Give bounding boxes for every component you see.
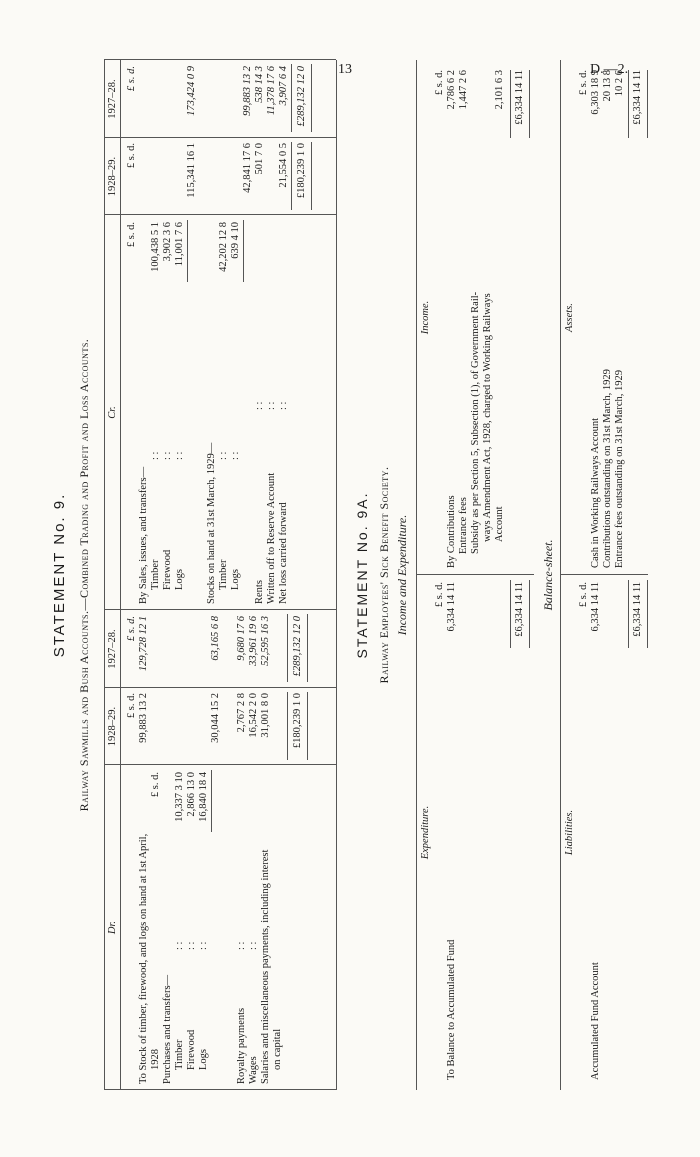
total-rule <box>291 142 292 210</box>
dr-total-1927-28: £289,132 12 0 <box>292 616 303 677</box>
balance-to-fund-label: To Balance to Accumulated Fund <box>446 939 457 1080</box>
total-rule <box>287 692 288 760</box>
net-loss-1928-29: 21,554 0 5 <box>278 143 289 188</box>
royalty-1928-29: 2,767 2 8 <box>236 693 247 733</box>
contributions-value: 2,786 6 2 <box>446 70 457 110</box>
timber-label: Timber <box>174 1039 185 1070</box>
total-rule <box>628 580 629 648</box>
center-rule <box>416 574 534 575</box>
income-heading: Income. <box>420 300 431 335</box>
leader-dots: : : <box>218 451 229 460</box>
assets-heading: Assets. <box>564 303 575 332</box>
cash-label: Cash in Working Railways Account <box>590 417 601 568</box>
col-rule <box>104 214 336 215</box>
stocks-timber-label: Timber <box>218 559 229 590</box>
page-number: 13 <box>338 62 352 77</box>
leader-dots: : : <box>162 451 173 460</box>
sales-logs-value: 11,001 7 6 <box>174 222 185 267</box>
leader-dots: : : <box>266 401 277 410</box>
leader-dots: : : <box>198 941 209 950</box>
rents-1928-29: 501 7 0 <box>254 143 265 175</box>
income-expenditure-heading: Income and Expenditure. <box>395 514 409 636</box>
subsidy-line-1: Subsidy as per Section 5, Subsection (1), of Government Rail- <box>470 291 481 554</box>
statement-9-subtitle: Railway Sawmills and Bush Accounts.—Combined Trading and Profit and Loss Accounts. <box>77 338 91 812</box>
purchases-1927-28: 63,165 6 8 <box>210 616 221 661</box>
liabilities-heading: Liabilities. <box>564 809 575 856</box>
total-rule <box>628 70 629 138</box>
reserve-label: Written off to Reserve Account <box>266 472 277 604</box>
lsd-subheader: £ s. d. <box>126 222 137 248</box>
royalty-label: Royalty payments <box>236 1007 247 1084</box>
wages-1928-29: 16,542 2 0 <box>248 693 259 738</box>
subsidy-value: 2,101 6 3 <box>494 70 505 110</box>
stocks-1927-28: 99,883 13 2 <box>242 66 253 116</box>
firewood-label: Firewood <box>186 1029 197 1070</box>
lsd-header: £ s. d. <box>434 582 445 608</box>
total-rule <box>291 64 292 132</box>
stock-1928-29: 99,883 13 2 <box>138 693 149 743</box>
royalty-1927-28: 9,680 17 6 <box>236 616 247 661</box>
statement-9a-title: STATEMENT No. 9A. <box>354 491 370 659</box>
lsd-header: £ s. d. <box>126 616 137 642</box>
purchases-1928-29: 30,044 15 2 <box>210 693 221 743</box>
subsidy-line-3: Account <box>494 506 505 542</box>
timber-value: 10,337 3 10 <box>174 772 185 822</box>
leader-dots: : : <box>230 451 241 460</box>
leader-dots: : : <box>278 401 289 410</box>
total-rule <box>311 64 312 132</box>
year-header-1927-28: 1927–28. <box>107 79 118 119</box>
cr-header: Cr. <box>107 406 118 419</box>
stocks-label: Stocks on hand at 31st March, 1929— <box>206 442 217 604</box>
total-rule <box>647 580 648 648</box>
total-rule <box>307 692 308 760</box>
expenditure-heading: Expenditure. <box>420 805 431 860</box>
lsd-subheader: £ s. d. <box>150 772 161 798</box>
subsidy-line-2: ways Amendment Act, 1928, charged to Working Railways <box>482 293 493 542</box>
subtotal-rule <box>187 220 188 282</box>
wages-label: Wages <box>248 1056 259 1084</box>
liabilities-total: £6,334 14 11 <box>632 582 643 637</box>
dr-header: Dr. <box>107 920 118 935</box>
net-loss-label: Net loss carried forward <box>278 502 289 604</box>
assets-total: £6,334 14 11 <box>632 70 643 125</box>
lsd-header: £ s. d. <box>126 143 137 169</box>
lsd-header: £ s. d. <box>578 582 589 608</box>
balance-sheet-heading: Balance-sheet. <box>541 539 555 611</box>
accumulated-fund-label: Accumulated Fund Account <box>590 962 601 1080</box>
section-rule <box>560 60 561 1090</box>
sales-1928-29: 115,341 16 1 <box>186 143 197 198</box>
rents-1927-28: 538 14 3 <box>254 66 265 103</box>
total-rule <box>307 614 308 682</box>
logs-value: 16,840 18 4 <box>198 772 209 822</box>
subtotal-rule <box>243 220 244 282</box>
contributions-outstanding-label: Contributions outstanding on 31st March, 1929 <box>602 369 613 568</box>
entrance-fees-label: Entrance fees <box>458 497 469 554</box>
total-rule <box>529 70 530 138</box>
firewood-value: 2,866 13 0 <box>186 772 197 817</box>
salaries-line-1: Salaries and miscellaneous payments, including interest <box>260 849 271 1084</box>
leader-dots: : : <box>150 451 161 460</box>
purchases-label: Purchases and transfers— <box>162 974 173 1084</box>
leader-dots: : : <box>174 451 185 460</box>
salaries-1927-28: 52,595 16 3 <box>260 616 271 666</box>
leader-dots: : : <box>236 941 247 950</box>
total-rule <box>311 142 312 210</box>
lsd-header: £ s. d. <box>578 70 589 96</box>
sales-logs-label: Logs <box>174 569 185 590</box>
dr-total-1928-29: £180,239 1 0 <box>292 693 303 749</box>
salaries-1928-29: 31,001 8 0 <box>260 693 271 738</box>
rotated-content <box>44 50 654 1100</box>
table-bottom-rule <box>336 60 337 1090</box>
subtotal-rule <box>211 770 212 832</box>
wages-1927-28: 33,961 19 6 <box>248 616 259 666</box>
lsd-header: £ s. d. <box>126 66 137 92</box>
lsd-header: £ s. d. <box>126 693 137 719</box>
balance-to-fund-value: 6,334 14 11 <box>446 582 457 632</box>
frame-left <box>104 1089 336 1090</box>
frame-right <box>104 59 336 60</box>
stock-line-1: To Stock of timber, firewood, and logs on hand at 1st April, <box>138 833 149 1084</box>
total-rule <box>510 70 511 138</box>
salaries-line-2: on capital <box>272 1028 283 1070</box>
lsd-header: £ s. d. <box>434 70 445 96</box>
section-rule <box>416 60 417 1090</box>
net-loss-1927-28: 3,907 6 4 <box>278 66 289 106</box>
year-header-1928-29: 1928–29. <box>107 706 118 747</box>
expenditure-total: £6,334 14 11 <box>514 582 525 637</box>
year-header-1927-28: 1927–28. <box>107 629 118 669</box>
sales-firewood-value: 3,902 3 6 <box>162 222 173 262</box>
stock-line-2: 1928 <box>150 1049 161 1070</box>
entrance-outstanding-label: Entrance fees outstanding on 31st March, 1929 <box>614 370 625 568</box>
sales-firewood-label: Firewood <box>162 549 173 590</box>
col-rule <box>104 137 336 138</box>
sales-timber-value: 100,438 5 1 <box>150 222 161 272</box>
stocks-logs-label: Logs <box>230 569 241 590</box>
sales-label: By Sales, issues, and transfers— <box>138 466 149 604</box>
contributions-label: By Contributions <box>446 495 457 568</box>
year-header-1928-29: 1928–29. <box>107 156 118 197</box>
cash-value: 6,303 18 9 <box>590 70 601 115</box>
leader-dots: : : <box>186 941 197 950</box>
sales-1927-28: 173,424 0 9 <box>186 66 197 116</box>
col-rule <box>104 687 336 688</box>
leader-dots: : : <box>174 941 185 950</box>
cr-total-1927-28: £289,132 12 0 <box>296 66 307 127</box>
entrance-outstanding-value: 10 2 6 <box>614 70 625 97</box>
stocks-logs-value: 639 4 10 <box>230 222 241 259</box>
contributions-outstanding-value: 20 13 8 <box>602 70 613 102</box>
stocks-timber-value: 42,202 12 8 <box>218 222 229 272</box>
cr-total-1928-29: £180,239 1 0 <box>296 143 307 199</box>
stock-1927-28: 129,728 12 1 <box>138 616 149 672</box>
leader-dots: : : <box>248 941 259 950</box>
reserve-1927-28: 11,378 17 6 <box>266 66 277 116</box>
sales-timber-label: Timber <box>150 559 161 590</box>
accumulated-fund-value: 6,334 14 11 <box>590 582 601 632</box>
total-rule <box>510 580 511 648</box>
stocks-1928-29: 42,841 17 6 <box>242 143 253 193</box>
col-rule <box>104 764 336 765</box>
total-rule <box>529 580 530 648</box>
leader-dots: : : <box>254 401 265 410</box>
total-rule <box>647 70 648 138</box>
logs-label: Logs <box>198 1049 209 1070</box>
statement-9-title: STATEMENT No. 9. <box>51 492 68 658</box>
total-rule <box>287 614 288 682</box>
income-total: £6,334 14 11 <box>514 70 525 125</box>
entrance-fees-value: 1,447 2 6 <box>458 70 469 110</box>
document-reference: D.—2. <box>590 62 629 77</box>
statement-9a-subtitle: Railway Employees' Sick Benefit Society. <box>377 466 391 684</box>
rents-label: Rents <box>254 580 265 604</box>
col-rule <box>104 609 336 610</box>
